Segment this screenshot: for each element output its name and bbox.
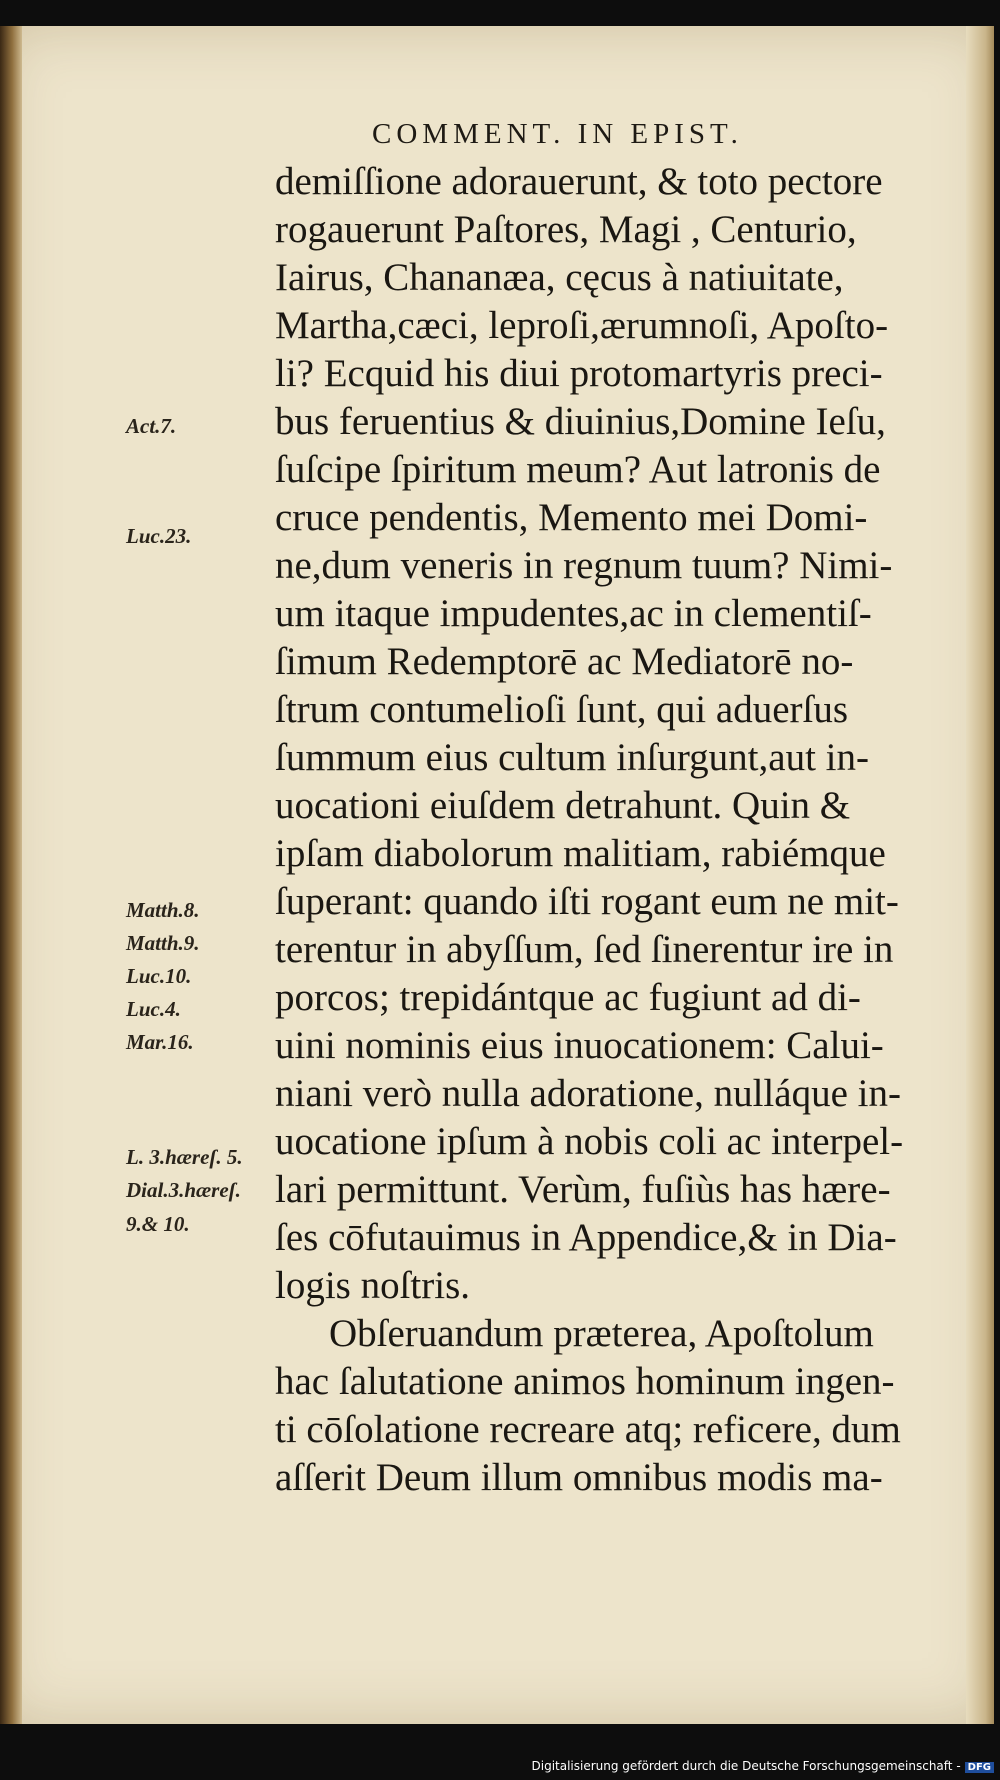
text-line: ti cōſolatione recreare atq; reficere, dum (275, 1408, 901, 1451)
dfg-logo: DFG (965, 1762, 994, 1773)
text-line: ſuſcipe ſpiritum meum? Aut latronis de (275, 448, 881, 491)
text-line: uocationi eiuſdem detrahunt. Quin & (275, 784, 851, 827)
text-line: ne,dum veneris in regnum tuum? Nimi- (275, 544, 893, 587)
text-line: niani verò nulla adoratione, nulláque in- (275, 1072, 901, 1115)
text-line: cruce pendentis, Memento mei Domi- (275, 496, 868, 539)
text-line: ſtrum contumelioſi ſunt, qui aduerſus (275, 688, 849, 731)
margin-note: Matth.8. (126, 898, 200, 922)
body-text (275, 158, 955, 1502)
text-line: lari permittunt. Verùm, fuſiùs has hære- (275, 1168, 891, 1211)
text-line: Martha,cæci, leproſi,ærumnoſi, Apoſto- (275, 304, 889, 347)
margin-note: Luc.10. (126, 964, 192, 988)
text-line: li? Ecquid his diui protomartyris preci- (275, 352, 883, 395)
text-line: bus feruentius & diuinius,Domine Ieſu, (275, 400, 886, 443)
text-line: ſimum Redemptorē ac Mediatorē no- (275, 640, 854, 683)
text-line: logis noſtris. (275, 1264, 471, 1307)
text-line: porcos; trepidántque ac fugiunt ad di- (275, 976, 861, 1019)
text-line: ipſam diabolorum malitiam, rabiémque (275, 832, 886, 875)
text-line: uocatione ipſum à nobis coli ac interpel- (275, 1120, 904, 1163)
margin-note: L. 3.hæreſ. 5. (126, 1145, 243, 1169)
margin-note: Matth.9. (126, 931, 200, 955)
text-line: rogauerunt Paſtores, Magi , Centurio, (275, 208, 857, 251)
margin-note: Act.7. (126, 414, 177, 438)
text-line: ſuperant: quando iſti rogant eum ne mit- (275, 880, 899, 923)
running-head: COMMENT. IN EPIST. (372, 118, 743, 150)
funding-footer (532, 1759, 995, 1773)
margin-note: Dial.3.hæreſ. (126, 1178, 241, 1202)
margin-note: Luc.4. (126, 997, 181, 1021)
text-line: um itaque impudentes,ac in clementiſ- (275, 592, 872, 635)
text-line: terentur in abyſſum, ſed ſinerentur ire in (275, 928, 894, 971)
text-line: Iairus, Chananæa, cęcus à natiuitate, (275, 256, 844, 299)
text-line: hac ſalutatione animos hominum ingen- (275, 1360, 895, 1403)
margin-note: Luc.23. (126, 524, 192, 548)
text-line: ſummum eius cultum inſurgunt,aut in- (275, 736, 869, 779)
margin-note: 9.& 10. (126, 1212, 190, 1236)
text-line: aſſerit Deum illum omnibus modis ma- (275, 1456, 883, 1499)
text-line: ſes cōfutauimus in Appendice,& in Dia- (275, 1216, 897, 1259)
margin-note: Mar.16. (126, 1030, 194, 1054)
page-fore-edge (966, 26, 994, 1724)
text-line: uini nominis eius inuocationem: Calui- (275, 1024, 884, 1067)
text-line: demiſſione adorauerunt, & toto pectore (275, 160, 883, 203)
footer-text: Digitalisierung gefördert durch die Deutsche Forschungsgemeinschaft - (531, 1759, 961, 1773)
page-gutter (0, 26, 22, 1724)
paragraph-start-line: Obſeruandum præterea, Apoſtolum (329, 1312, 874, 1355)
